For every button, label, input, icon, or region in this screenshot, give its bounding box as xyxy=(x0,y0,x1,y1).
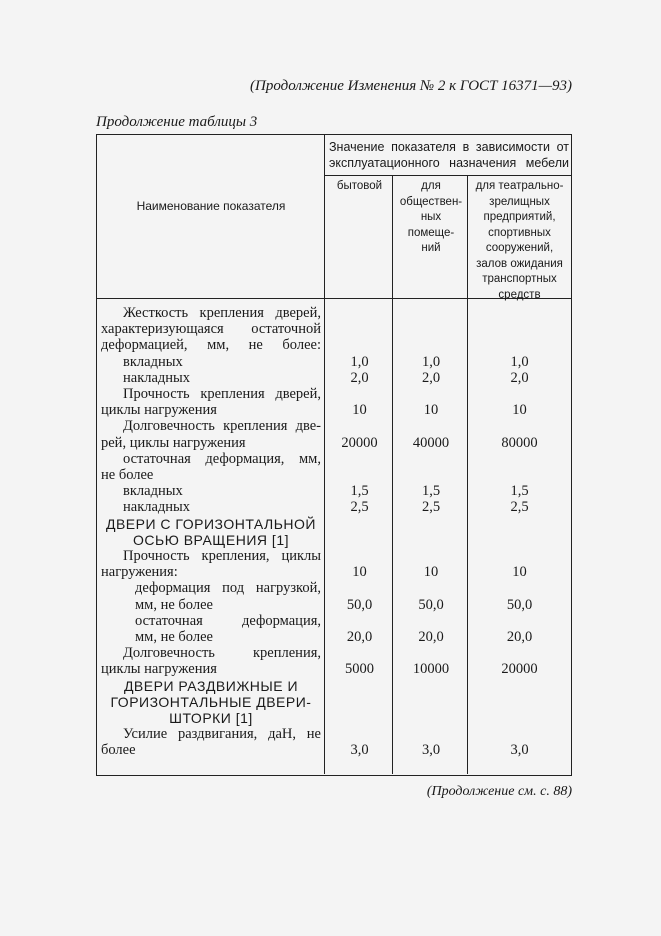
row-label: ОСЬЮ ВРАЩЕНИЯ [1] xyxy=(133,531,289,548)
row-label: характеризующаяся остаточной xyxy=(101,321,321,338)
cell-v1: 1,5 xyxy=(350,483,369,500)
column-header-name: Наименование показателя xyxy=(136,199,286,213)
row-label: рей, циклы нагружения xyxy=(101,434,246,451)
cell-v3: 2,5 xyxy=(510,499,529,516)
cell-v2: 10 xyxy=(423,564,439,581)
row-label: не более xyxy=(101,467,154,483)
subheader-line: ных xyxy=(420,211,442,223)
subheader-line: зрелищных xyxy=(489,195,550,208)
row-label: остаточная деформация, мм, xyxy=(123,450,321,467)
subheader-line: средств xyxy=(498,288,541,301)
row-label: Долговечность крепления две- xyxy=(123,418,321,435)
group-header-line-1: Значение показателя в зависимости от xyxy=(329,140,569,154)
continuation-footer: (Продолжение см. с. 88) xyxy=(426,784,572,799)
subheader-line: транспортных xyxy=(482,273,557,285)
cell-v2: 2,0 xyxy=(421,369,441,386)
row-label: ДВЕРИ С ГОРИЗОНТАЛЬНОЙ xyxy=(105,515,316,532)
cell-v1: 50,0 xyxy=(346,596,373,613)
cell-v1: 2,5 xyxy=(350,499,369,516)
row-label: Жесткость крепления дверей, xyxy=(123,305,321,321)
cell-v1: 10 xyxy=(352,564,367,581)
row-label: вкладных xyxy=(123,353,183,370)
row-label: накладных xyxy=(123,499,191,516)
row-label: нагружения: xyxy=(101,564,178,581)
cell-v2: 10 xyxy=(423,402,439,419)
row-label: ШТОРКИ [1] xyxy=(169,710,253,726)
cell-v3: 80000 xyxy=(501,434,538,451)
cell-v2: 3,0 xyxy=(421,742,441,759)
row-label: более xyxy=(101,742,136,759)
subheader-line: сооружений, xyxy=(485,242,554,254)
row-label: циклы нагружения xyxy=(101,402,217,419)
cell-v1: 20000 xyxy=(341,434,378,451)
cell-v1: 1,0 xyxy=(350,353,369,370)
subheader-line: предприятий, xyxy=(483,211,556,223)
cell-v1: 10 xyxy=(352,402,367,419)
row-label: ДВЕРИ РАЗДВИЖНЫЕ И xyxy=(123,677,299,694)
subheader-line: бытовой xyxy=(336,180,383,192)
cell-v1: 5000 xyxy=(345,661,374,678)
cell-v3: 2,0 xyxy=(510,369,529,386)
cell-v3: 50,0 xyxy=(506,596,533,613)
row-label: мм, не более xyxy=(135,596,213,613)
row-label: мм, не более xyxy=(135,629,213,645)
subheader-line: обществен- xyxy=(399,195,463,208)
cell-v3: 1,0 xyxy=(510,353,529,370)
indicator-table xyxy=(96,134,572,776)
cell-v2: 1,5 xyxy=(421,483,441,500)
subheader-public-premises xyxy=(394,179,468,257)
row-label: вкладных xyxy=(123,483,183,500)
row-label: Прочность крепления, циклы xyxy=(123,548,321,564)
cell-v3: 10 xyxy=(512,402,527,419)
column-group-header xyxy=(329,139,569,171)
cell-v3: 20,0 xyxy=(506,629,533,645)
row-label: накладных xyxy=(123,369,191,386)
cell-v1: 2,0 xyxy=(350,369,369,386)
continuation-header: (Продолжение Изменения № 2 к ГОСТ 16371—93) xyxy=(250,78,572,94)
row-label: циклы нагружения xyxy=(101,661,217,678)
subheader-line: помеще- xyxy=(407,226,455,239)
row-label: остаточная деформация, xyxy=(135,612,321,629)
cell-v2: 50,0 xyxy=(418,596,444,613)
subheader-line: для xyxy=(421,180,441,192)
cell-v2: 10000 xyxy=(412,661,450,678)
cell-v3: 20000 xyxy=(501,661,538,678)
row-label: ГОРИЗОНТАЛЬНЫЕ ДВЕРИ- xyxy=(110,693,312,710)
cell-v3: 1,5 xyxy=(510,483,529,500)
subheader-theatre-sport-transport xyxy=(468,179,571,303)
cell-v2: 20,0 xyxy=(418,629,444,645)
subheader-line: для театрально- xyxy=(475,180,564,192)
cell-v1: 20,0 xyxy=(346,629,373,645)
cell-v2: 2,5 xyxy=(421,499,441,516)
subheader-line: залов ожидания xyxy=(476,257,563,270)
subheader-line: спортивных xyxy=(488,226,551,239)
cell-v2: 1,0 xyxy=(421,353,441,370)
subheader-line: ний xyxy=(421,242,441,254)
table-caption: Продолжение таблицы 3 xyxy=(96,114,258,130)
cell-v1: 3,0 xyxy=(350,742,369,759)
row-label: Усилие раздвигания, даН, не xyxy=(123,726,321,743)
row-label: деформацией, мм, не более: xyxy=(101,337,321,354)
row-label: Прочность крепления дверей, xyxy=(123,386,321,402)
cell-v3: 10 xyxy=(512,564,527,581)
cell-v2: 40000 xyxy=(412,434,450,451)
cell-v3: 3,0 xyxy=(510,742,529,759)
group-header-line-2: эксплуатационного назначения мебели xyxy=(329,156,569,170)
subheader-household xyxy=(326,179,393,195)
row-label: деформация под нагрузкой, xyxy=(135,580,321,597)
row-label: Долговечность крепления, xyxy=(123,645,321,662)
